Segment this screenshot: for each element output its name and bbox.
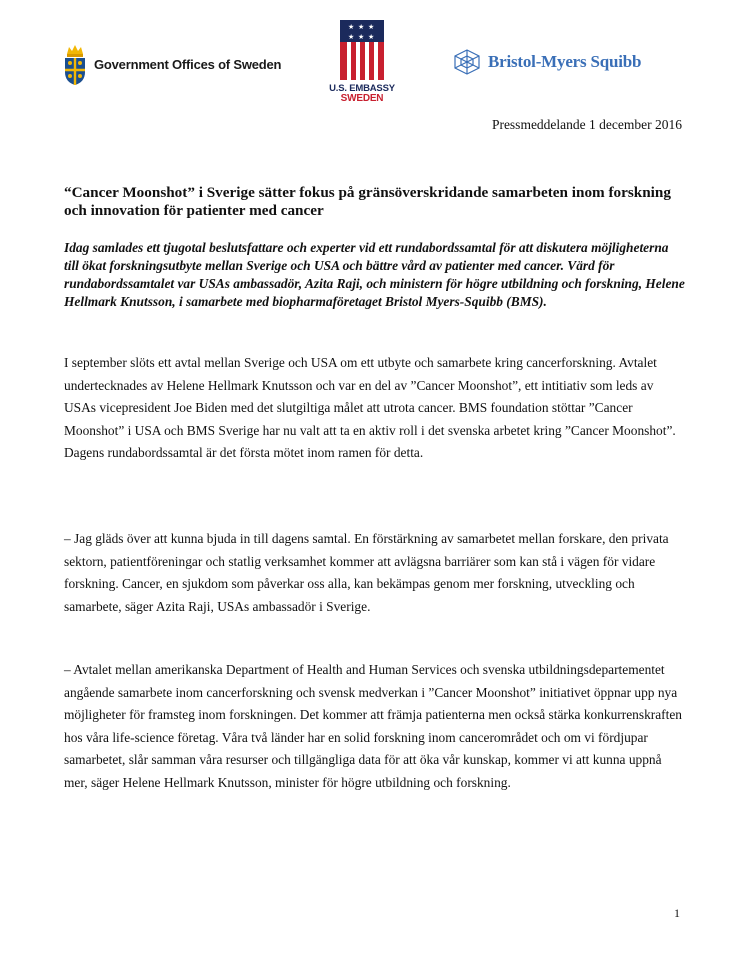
government-offices-logo — [62, 42, 281, 86]
body-paragraph-1: I september slöts ett avtal mellan Sverige och USA om ett utbyte och samarbete kring cancerforskning. Avtalet undertecknades av Helene Hellmark Knutsson och var en del av ”Cancer Moonshot”, ett intitiativ som leds av USAs vicepresident Joe Biden med det slutgiltiga målet att utrota cancer. BMS foundation stöttar ”Cancer Moonshot” i USA och BMS Sverige har nu valt att ta en aktiv roll i det svenska arbetet kring ”Cancer Moonshot”. Dagens rundabordssamtal är det första mötet inom ramen för detta. — [64, 355, 676, 460]
headline: “Cancer Moonshot” i Sverige sätter fokus på gränsöverskridande samarbeten inom forskning och innovation för patienter med cancer — [64, 184, 671, 219]
bms-logo — [452, 48, 641, 76]
lead-paragraph: Idag samlades ett tjugotal beslutsfattare och experter vid ett rundabordssamtal för att diskutera möjligheterna till ökat forskningsutbyte mellan Sverige och USA och bättre vård av patienter med cancer. Värd för rundabordssamtalet var USAs ambassadör, Azita Raji, och ministern för högre utbildning och forskning, Helene Hellmark Knutsson, i samarbete med biopharmaföretaget Bristol Myers-Squibb (BMS). — [64, 240, 685, 309]
embassy-logo-line1: U.S. EMBASSY — [329, 83, 395, 94]
press-release-date: Pressmeddelande 1 december 2016 — [491, 117, 682, 132]
embassy-logo-line2: SWEDEN — [340, 93, 384, 104]
bms-hexagon-icon — [452, 48, 482, 76]
bms-logo-text: Bristol-Myers Squibb — [488, 52, 642, 71]
gov-logo-text: Government Offices of Sweden — [94, 56, 282, 72]
svg-text:★: ★ — [348, 33, 355, 41]
us-shield-icon — [340, 20, 384, 80]
body-paragraph-2: – Jag gläds över att kunna bjuda in till dagens samtal. En förstärkning av samarbetet mellan forskare, den privata sektorn, patientföreningar och statlig verksamhet kommer att avlägsna barriärer som kan stå i vägen för vidare forskning. Cancer, en sjukdom som påverkar oss alla, kan bekämpas genom mer forskning, utveckling och samarbete, säger Azita Raji, USAs ambassadör i Sverige. — [64, 531, 669, 614]
svg-text:★: ★ — [368, 33, 375, 41]
svg-text:★: ★ — [368, 23, 375, 31]
body-paragraph-3: – Avtalet mellan amerikanska Department of Health and Human Services och svenska utbildningsdepartementet angående samarbete inom cancerforskning och svensk medverkan i ”Cancer Moonshot” initiativet öppnar upp nya möjligheter för framsteg inom forskningen. Det kommer att främja patienterna men också stärka konkurrenskraften hos våra life-science företag. Våra två länder har en solid forskning inom cancerområdet och om vi fördjupar samarbetet, slår samman våra resurser och tillgängliga data för att öka vår kunskap, kommer vi att kunna uppnå mer, säger Helene Hellmark Knutsson, minister för högre utbildning och forskning. — [64, 662, 682, 790]
swedish-crest-icon — [62, 42, 88, 86]
svg-text:★: ★ — [358, 23, 365, 31]
svg-text:★: ★ — [358, 33, 365, 41]
us-embassy-logo — [325, 20, 399, 112]
page-number: 1 — [674, 906, 680, 920]
svg-text:★: ★ — [348, 23, 355, 31]
